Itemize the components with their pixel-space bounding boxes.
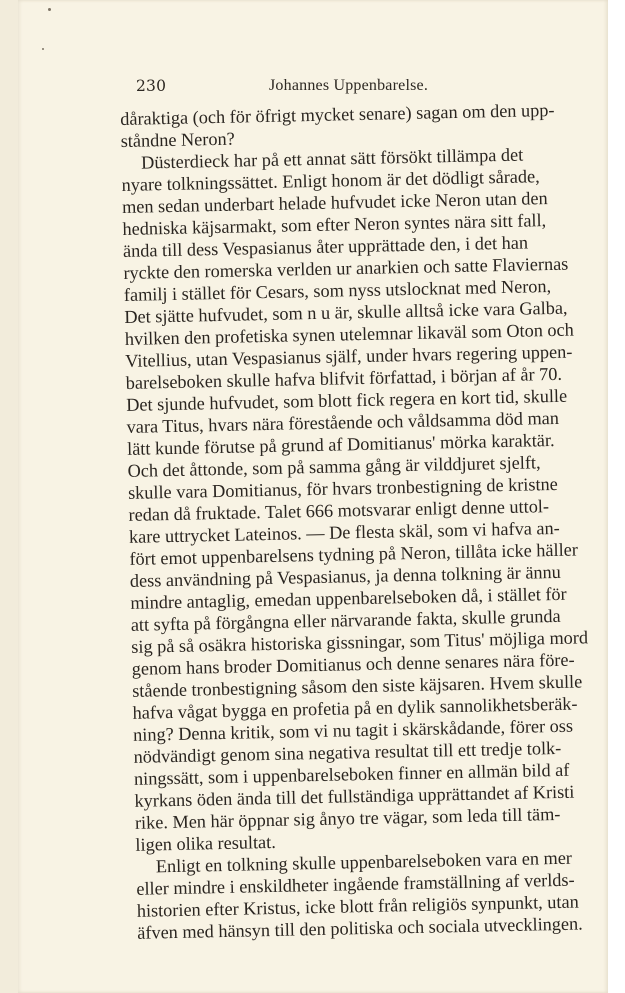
text-line: ståndne Neron? — [120, 128, 235, 151]
text-line: att syfta på förgångna eller närvarande fakta, skulle grunda — [130, 605, 561, 635]
text-line: rike. Men här öppnar sig ånyo tre vägar, som leda till täm- — [134, 803, 561, 833]
text-line: Det sjätte hufvudet, som n u är, skulle alltså icke vara Galba, — [124, 297, 568, 327]
text-line: sig på så osäkra historiska gissningar, som Titus' möjliga mord — [131, 627, 589, 657]
running-title: Johannes Uppenbarelse. — [269, 77, 429, 94]
text-line: ryckte den romerska verlden ur anarkien och satte Flaviernas — [123, 253, 569, 283]
text-line: barelseboken skulle hafva blifvit författad, i början af år 70. — [125, 363, 563, 393]
text-line: vara Titus, hvars nära förestående och våldsamma död man — [126, 407, 560, 437]
text-line: men sedan underbart helade hufvudet icke Neron utan den — [121, 188, 548, 217]
text-line: nödvändigt genom sina negativa resultat till ett tredje tolk- — [133, 737, 562, 767]
text-line: ningssätt, som i uppenbarelseboken finner en allmän bild af — [133, 759, 570, 789]
text-line: äfven med hänsyn till den politiska och sociala utvecklingen. — [137, 913, 583, 943]
text-line: historien efter Kristus, icke blott från religiös synpunkt, utan — [136, 891, 579, 921]
text-line: familj i stället för Cesars, som nyss utslocknat med Neron, — [123, 276, 552, 305]
text-line: dess användning på Vespasianus, ja denna tolkning är ännu — [129, 561, 562, 591]
text-line: skulle vara Domitianus, för hvars tronbestigning de kristne — [127, 473, 558, 503]
text-line: eller mindre i enskildheter ingående framställning af verlds- — [136, 869, 575, 899]
text-line: Enligt en tolkning skulle uppenbarelseboken vara en mer — [155, 847, 573, 877]
body-text — [120, 98, 599, 943]
specks — [42, 48, 44, 50]
text-line: Düsterdieck har på ett annat sätt försökt tillämpa det — [140, 144, 524, 173]
text-line: ligen olika resultat. — [135, 831, 277, 855]
text-line: Och det åttonde, som på samma gång är vilddjuret sjelft, — [127, 452, 541, 481]
text-line: Vitellius, utan Vespasianus själf, under hvars regering uppen- — [125, 341, 573, 371]
specks — [48, 8, 51, 11]
text-line: genom hans broder Domitianus och denne senares nära före- — [131, 649, 575, 679]
text-line: kare uttrycket Lateinos. — De flesta skäl, som vi hafva an- — [128, 517, 560, 547]
text-line: stående tronbestigning såsom den siste käjsaren. Hvem skulle — [132, 671, 583, 701]
text-line: fört emot uppenbarelsens tydning på Neron, tillåta icke häller — [129, 539, 579, 569]
text-line: hedniska käjsarmakt, som efter Neron syntes nära sitt fall, — [122, 210, 547, 239]
text-line: nyare tolkningssättet. Enligt honom är det dödligt sårade, — [121, 166, 540, 195]
text-line: ända till dess Vespasianus åter upprättade den, i det han — [122, 232, 529, 261]
text-line: hafva vågat bygga en profetia på en dylik sannolikhetsberäk- — [132, 693, 578, 723]
text-line: redan då fruktade. Talet 666 motsvarar enligt denne uttol- — [128, 496, 550, 525]
text-line: hvilken den profetiska synen utelemnar likaväl som Oton och — [124, 319, 574, 349]
text-line: dåraktiga (och för öfrigt mycket senare) sagan om den upp- — [120, 99, 555, 129]
text-line: mindre antaglig, emedan uppenbarelseboken då, i stället för — [130, 583, 567, 613]
scan-margin — [608, 0, 625, 993]
text-line: kyrkans öden ända till det fullständiga upprättandet af Kristi — [134, 781, 575, 811]
text-line: ning? Denna kritik, som vi nu tagit i skärskådande, förer oss — [132, 715, 574, 745]
text-line: lätt kunde förutse på grund af Domitianus' mörka karaktär. — [126, 429, 555, 459]
page-number: 230 — [136, 77, 167, 95]
text-line: Det sjunde hufvudet, som blott fick regera en kort tid, skulle — [126, 385, 568, 415]
